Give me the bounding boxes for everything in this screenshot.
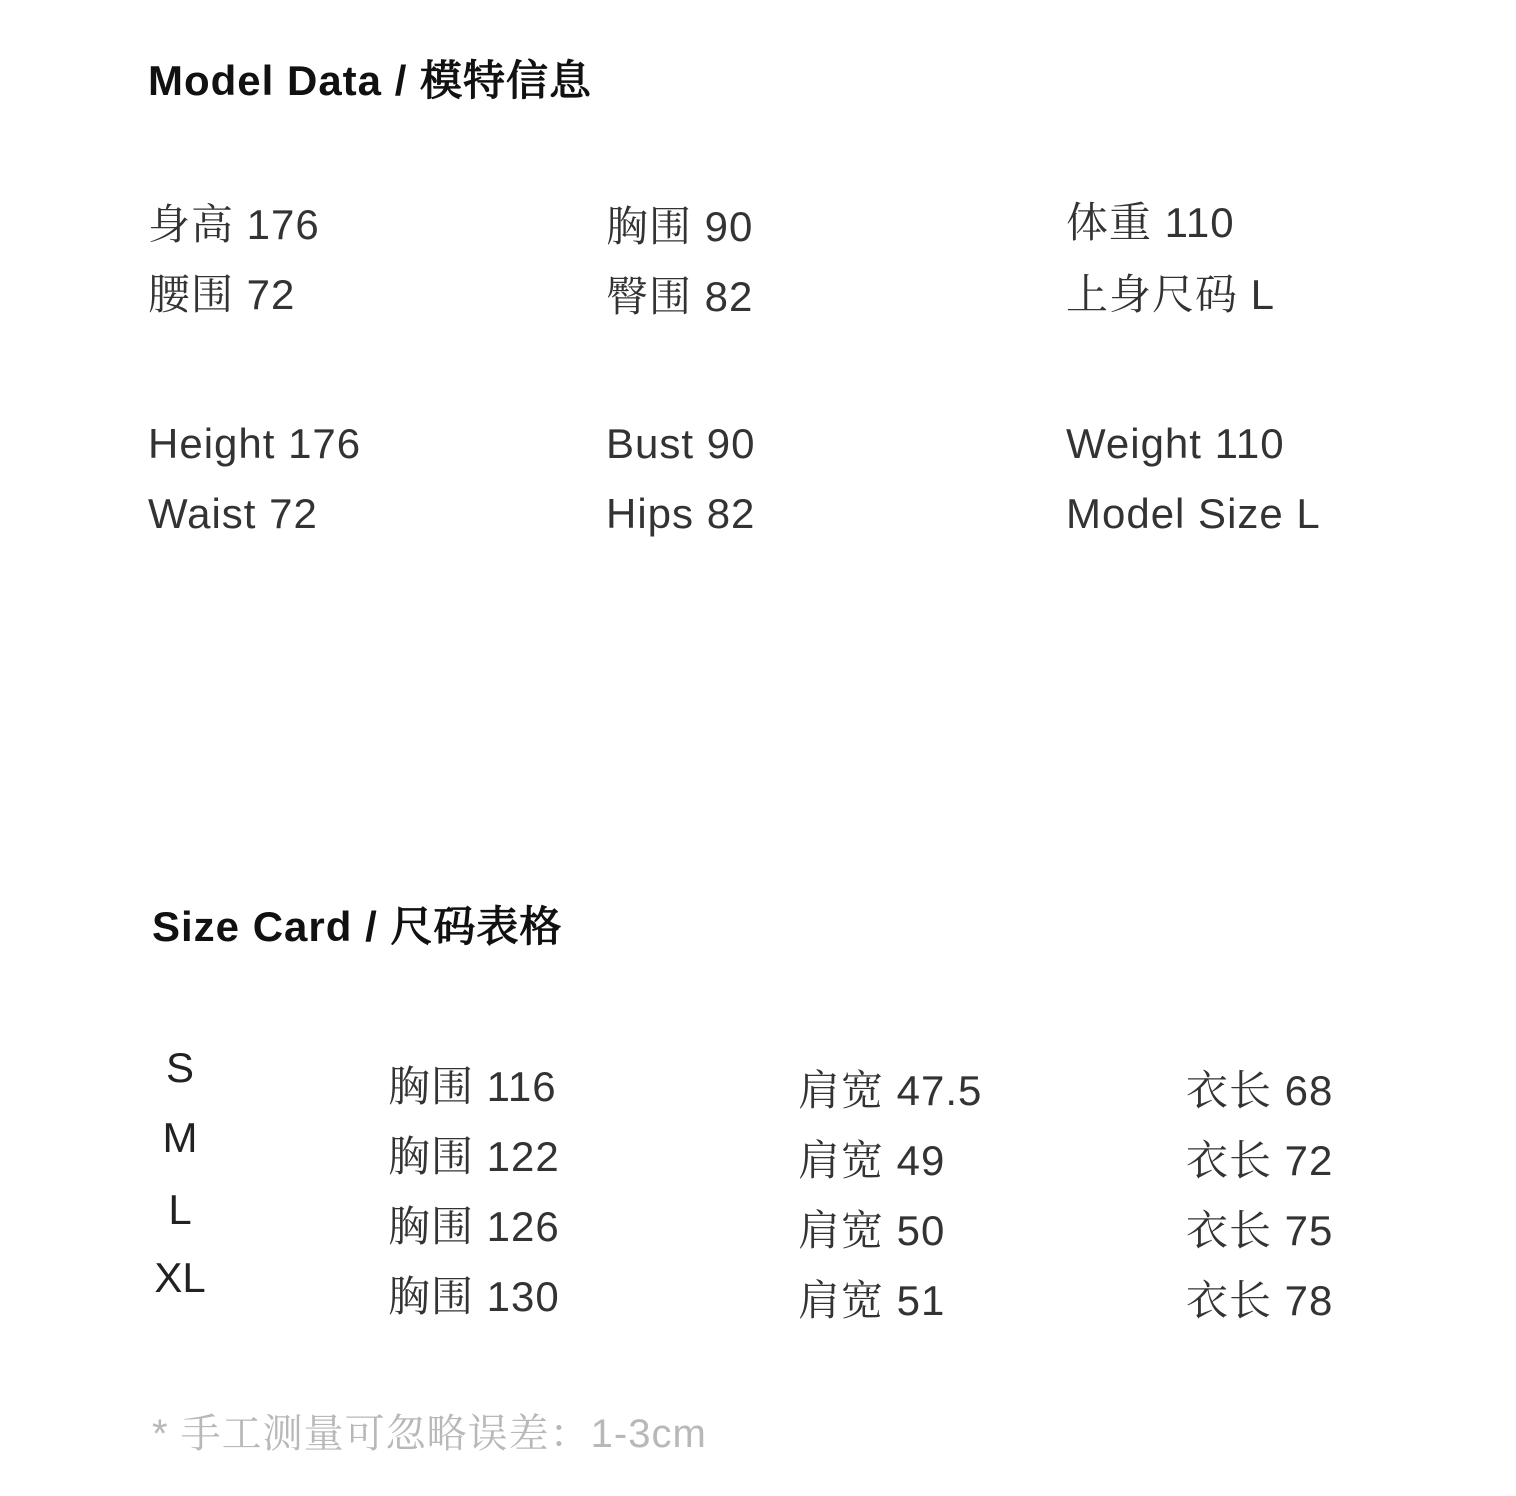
model-hips-en: Hips 82 xyxy=(606,490,756,537)
size-s-shoulder: 肩宽 47.5 xyxy=(798,1067,983,1114)
size-card-title: Size Card / 尺码表格 xyxy=(152,903,563,950)
model-weight-cn: 体重 110 xyxy=(1066,199,1235,246)
size-label-xl: XL xyxy=(154,1254,206,1301)
model-waist-en: Waist 72 xyxy=(148,490,318,537)
model-size-cn: 上身尺码 L xyxy=(1066,271,1276,318)
size-m-chest: 胸围 122 xyxy=(388,1133,560,1180)
size-xl-chest: 胸围 130 xyxy=(388,1273,560,1320)
model-weight-en: Weight 110 xyxy=(1066,420,1285,467)
model-height-en: Height 176 xyxy=(148,420,362,467)
model-size-en: Model Size L xyxy=(1066,490,1321,537)
size-s-length: 衣长 68 xyxy=(1186,1067,1334,1114)
model-bust-cn: 胸围 90 xyxy=(606,203,754,250)
size-l-length: 衣长 75 xyxy=(1186,1207,1334,1254)
size-m-length: 衣长 72 xyxy=(1186,1137,1334,1184)
size-label-m: M xyxy=(162,1114,198,1161)
size-xl-shoulder: 肩宽 51 xyxy=(798,1277,946,1324)
size-s-chest: 胸围 116 xyxy=(388,1063,557,1110)
model-height-cn: 身高 176 xyxy=(148,201,320,248)
size-m-shoulder: 肩宽 49 xyxy=(798,1137,946,1184)
size-l-chest: 胸围 126 xyxy=(388,1203,560,1250)
size-xl-length: 衣长 78 xyxy=(1186,1277,1334,1324)
model-bust-en: Bust 90 xyxy=(606,420,756,467)
measurement-note: * 手工测量可忽略误差：1-3cm xyxy=(152,1412,707,1456)
model-waist-cn: 腰围 72 xyxy=(148,271,296,318)
size-l-shoulder: 肩宽 50 xyxy=(798,1207,946,1254)
model-data-title: Model Data / 模特信息 xyxy=(148,57,593,104)
size-label-s: S xyxy=(165,1044,194,1091)
model-hips-cn: 臀围 82 xyxy=(606,273,754,320)
size-label-l: L xyxy=(168,1186,192,1233)
